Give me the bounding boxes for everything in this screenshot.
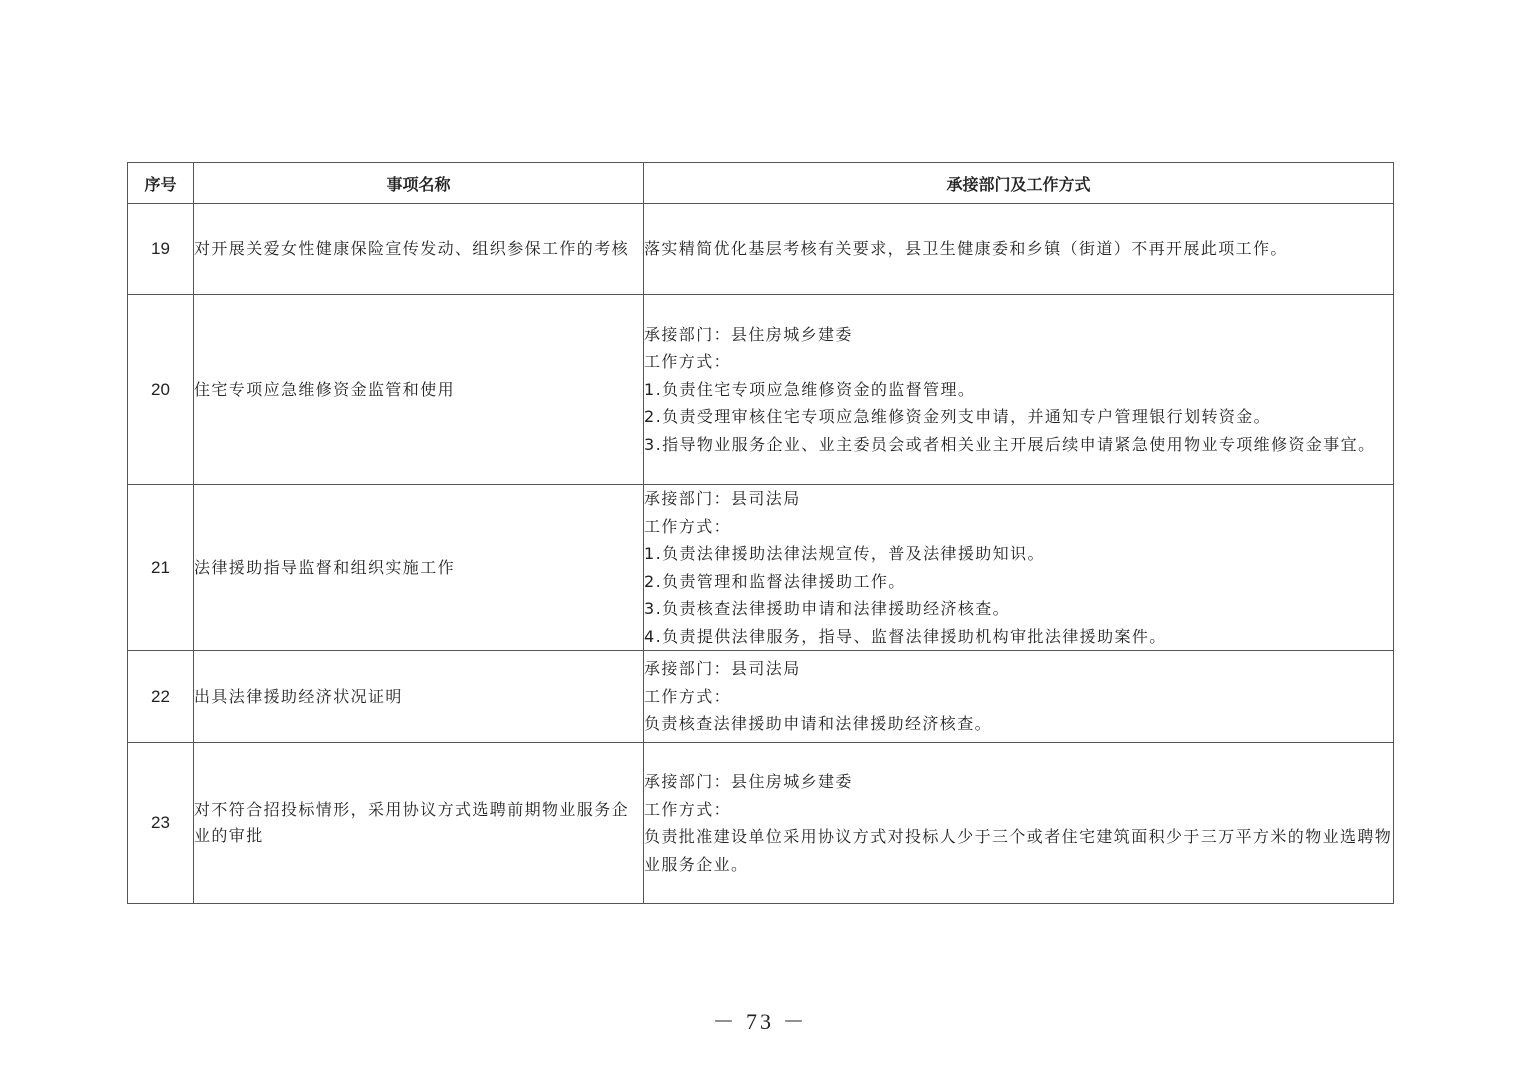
item-name: 对不符合招投标情形，采用协议方式选聘前期物业服务企业的审批 xyxy=(194,743,644,904)
dept-line: 工作方式： xyxy=(644,352,732,372)
dept-line: 承接部门：县住房城乡建委 xyxy=(644,324,853,344)
dept-line: 负责批准建设单位采用协议方式对投标人少于三个或者住宅建筑面积少于三万平方米的物业选聘物业服务企业。 xyxy=(644,827,1393,874)
dept-line: 落实精简优化基层考核有关要求，县卫生健康委和乡镇（街道）不再开展此项工作。 xyxy=(644,239,1288,259)
table-header-row xyxy=(128,163,1394,204)
dept-line: 4.负责提供法律服务，指导、监督法律援助机构审批法律援助案件。 xyxy=(644,626,1167,646)
dept-line: 工作方式： xyxy=(644,516,732,536)
dept-line: 承接部门：县司法局 xyxy=(644,659,801,679)
items-table xyxy=(127,162,1394,904)
dept-method xyxy=(644,485,1394,651)
row-number: 20 xyxy=(128,295,194,485)
dept-method xyxy=(644,743,1394,904)
dept-line: 负责核查法律援助申请和法律援助经济核查。 xyxy=(644,714,993,734)
table-row xyxy=(128,485,1394,651)
dept-line: 承接部门：县司法局 xyxy=(644,489,801,508)
item-name: 出具法律援助经济状况证明 xyxy=(194,651,644,743)
row-number: 22 xyxy=(128,651,194,743)
page-number: － 73 － xyxy=(712,1009,808,1034)
table-row xyxy=(128,651,1394,743)
dept-line: 工作方式： xyxy=(644,799,732,819)
table-row xyxy=(128,295,1394,485)
row-number: 19 xyxy=(128,204,194,295)
dept-line: 2.负责受理审核住宅专项应急维修资金列支申请，并通知专户管理银行划转资金。 xyxy=(644,407,1272,427)
table-row xyxy=(128,743,1394,904)
item-name: 对开展关爱女性健康保险宣传发动、组织参保工作的考核 xyxy=(194,204,644,295)
dept-line: 1.负责住宅专项应急维修资金的监督管理。 xyxy=(644,379,976,399)
row-number: 21 xyxy=(128,485,194,651)
header-no: 序号 xyxy=(128,163,194,204)
dept-method xyxy=(644,651,1394,743)
item-name: 住宅专项应急维修资金监管和使用 xyxy=(194,295,644,485)
dept-method xyxy=(644,204,1394,295)
dept-line: 工作方式： xyxy=(644,686,732,706)
header-item-name: 事项名称 xyxy=(194,163,644,204)
dept-method xyxy=(644,295,1394,485)
dept-line: 1.负责法律援助法律法规宣传，普及法律援助知识。 xyxy=(644,544,1045,563)
dept-line: 承接部门：县住房城乡建委 xyxy=(644,772,853,791)
dept-line: 3.负责核查法律援助申请和法律援助经济核查。 xyxy=(644,599,1011,618)
header-dept-method: 承接部门及工作方式 xyxy=(644,163,1394,204)
item-name: 法律援助指导监督和组织实施工作 xyxy=(194,485,644,651)
row-number: 23 xyxy=(128,743,194,904)
table-row xyxy=(128,204,1394,295)
dept-line: 3.指导物业服务企业、业主委员会或者相关业主开展后续申请紧急使用物业专项维修资金事宜。 xyxy=(644,434,1376,454)
dept-line: 2.负责管理和监督法律援助工作。 xyxy=(644,571,906,591)
